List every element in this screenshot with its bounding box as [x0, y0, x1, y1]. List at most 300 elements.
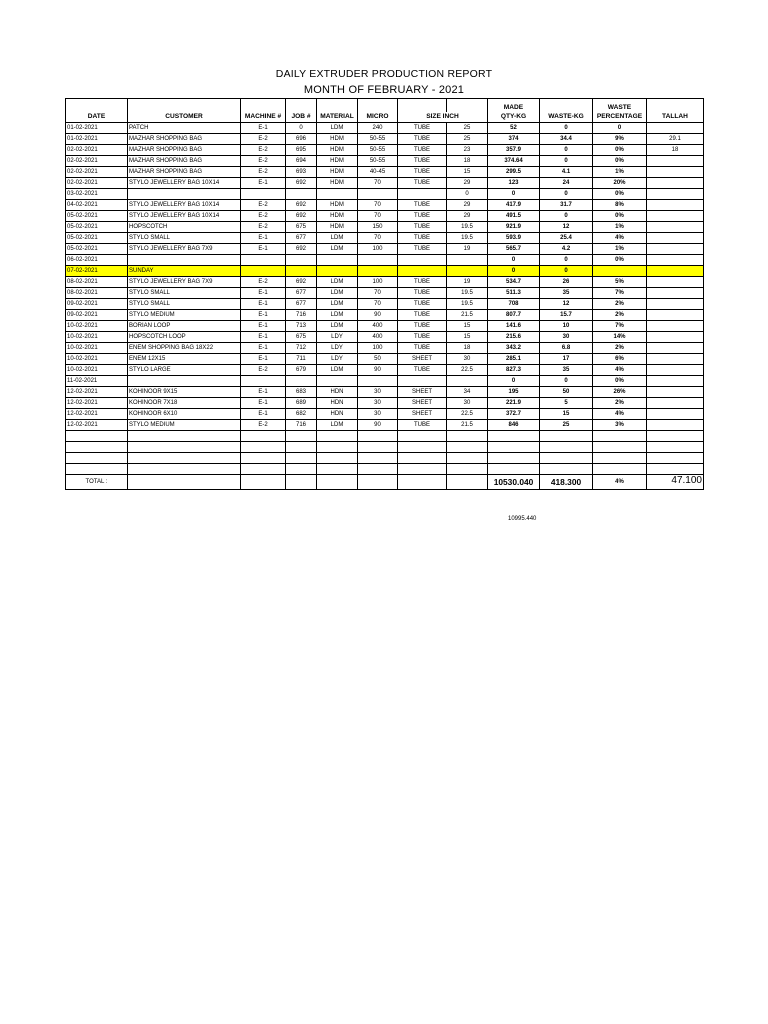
empty-cell	[593, 431, 647, 442]
cell-micro: 30	[358, 387, 398, 398]
cell-size: 30	[447, 354, 488, 365]
empty-cell	[447, 464, 488, 475]
cell-type: TUBE	[398, 332, 447, 343]
cell-job: 692	[286, 211, 317, 222]
cell-waste: 12	[540, 299, 593, 310]
cell-micro: 70	[358, 211, 398, 222]
cell-type: SHEET	[398, 409, 447, 420]
cell-customer: STYLO JEWELLERY BAG 7X9	[128, 277, 241, 288]
cell-percentage: 0%	[593, 211, 647, 222]
cell-tallah	[647, 266, 704, 277]
cell-size: 0	[447, 189, 488, 200]
cell-customer	[128, 376, 241, 387]
header-cell	[66, 99, 128, 113]
cell-tallah	[647, 244, 704, 255]
cell-qty: 491.5	[488, 211, 540, 222]
cell-type: TUBE	[398, 211, 447, 222]
cell-waste: 0	[540, 376, 593, 387]
table-row	[66, 365, 704, 376]
cell-job: 695	[286, 145, 317, 156]
cell-qty: 141.6	[488, 321, 540, 332]
cell-size: 25	[447, 134, 488, 145]
cell-percentage: 20%	[593, 178, 647, 189]
cell-waste: 0	[540, 255, 593, 266]
cell-material: HDM	[317, 211, 358, 222]
cell-qty: 417.9	[488, 200, 540, 211]
cell-tallah	[647, 398, 704, 409]
cell-material	[317, 376, 358, 387]
empty-cell	[66, 453, 128, 464]
empty-cell	[317, 453, 358, 464]
cell-material: HDM	[317, 145, 358, 156]
empty-cell	[540, 464, 593, 475]
cell-size: 29	[447, 178, 488, 189]
header-cell	[540, 99, 593, 113]
empty-cell	[488, 464, 540, 475]
cell-machine: E-2	[241, 156, 286, 167]
header-size: SIZE INCH	[398, 112, 488, 123]
cell-tallah: 18	[647, 145, 704, 156]
cell-customer: STYLO JEWELLERY BAG 10X14	[128, 200, 241, 211]
empty-cell	[286, 475, 317, 490]
cell-type: TUBE	[398, 167, 447, 178]
cell-size: 18	[447, 343, 488, 354]
cell-type: TUBE	[398, 343, 447, 354]
cell-customer: MAZHAR SHOPPING BAG	[128, 145, 241, 156]
cell-job	[286, 376, 317, 387]
cell-date: 02-02-2021	[66, 178, 128, 189]
empty-cell	[286, 453, 317, 464]
cell-percentage: 5%	[593, 277, 647, 288]
cell-micro: 30	[358, 409, 398, 420]
empty-cell	[358, 442, 398, 453]
cell-date: 01-02-2021	[66, 123, 128, 134]
empty-cell	[540, 431, 593, 442]
cell-type	[398, 376, 447, 387]
cell-qty: 0	[488, 266, 540, 277]
table-row	[66, 211, 704, 222]
cell-tallah	[647, 277, 704, 288]
cell-tallah	[647, 299, 704, 310]
cell-size: 19	[447, 244, 488, 255]
cell-machine: E-1	[241, 343, 286, 354]
table-row	[66, 310, 704, 321]
cell-waste: 30	[540, 332, 593, 343]
cell-waste: 0	[540, 211, 593, 222]
cell-type: TUBE	[398, 277, 447, 288]
cell-percentage: 1%	[593, 167, 647, 178]
cell-type: TUBE	[398, 420, 447, 431]
cell-type: TUBE	[398, 156, 447, 167]
cell-date: 10-02-2021	[66, 354, 128, 365]
header-cell	[241, 99, 286, 113]
cell-material: LDM	[317, 233, 358, 244]
table-row	[66, 343, 704, 354]
cell-micro: 100	[358, 277, 398, 288]
cell-qty: 343.2	[488, 343, 540, 354]
cell-machine: E-2	[241, 365, 286, 376]
cell-qty: 52	[488, 123, 540, 134]
cell-percentage: 0%	[593, 145, 647, 156]
report-subtitle: MONTH OF FEBRUARY - 2021	[303, 84, 465, 96]
cell-machine: E-1	[241, 178, 286, 189]
cell-date: 04-02-2021	[66, 200, 128, 211]
cell-total-label: TOTAL :	[66, 475, 128, 490]
cell-type: TUBE	[398, 310, 447, 321]
total-percentage: 4%	[593, 475, 647, 490]
cell-type: TUBE	[398, 123, 447, 134]
empty-cell	[241, 431, 286, 442]
empty-cell	[647, 431, 704, 442]
cell-type: TUBE	[398, 178, 447, 189]
header-material: MATERIAL	[317, 112, 358, 123]
cell-tallah	[647, 211, 704, 222]
cell-percentage: 2%	[593, 299, 647, 310]
cell-size: 29	[447, 211, 488, 222]
header-date: DATE	[66, 112, 128, 123]
table-row	[66, 134, 704, 145]
cell-machine: E-1	[241, 409, 286, 420]
header-cell	[286, 99, 317, 113]
cell-waste: 6.8	[540, 343, 593, 354]
header-machine: MACHINE #	[241, 112, 286, 123]
empty-cell	[398, 464, 447, 475]
cell-qty: 708	[488, 299, 540, 310]
cell-date: 10-02-2021	[66, 365, 128, 376]
cell-percentage: 4%	[593, 233, 647, 244]
cell-qty: 827.3	[488, 365, 540, 376]
empty-cell	[317, 464, 358, 475]
cell-micro: 50-55	[358, 145, 398, 156]
empty-cell	[540, 453, 593, 464]
cell-size: 19.5	[447, 299, 488, 310]
cell-tallah	[647, 420, 704, 431]
cell-job: 675	[286, 222, 317, 233]
cell-waste: 0	[540, 266, 593, 277]
cell-qty: 374	[488, 134, 540, 145]
table-row	[66, 167, 704, 178]
cell-qty: 372.7	[488, 409, 540, 420]
cell-machine: E-1	[241, 288, 286, 299]
cell-machine: E-1	[241, 321, 286, 332]
cell-type: TUBE	[398, 134, 447, 145]
cell-qty: 0	[488, 376, 540, 387]
cell-qty: 593.9	[488, 233, 540, 244]
cell-qty: 0	[488, 189, 540, 200]
empty-cell	[447, 453, 488, 464]
cell-waste: 10	[540, 321, 593, 332]
cell-machine: E-2	[241, 222, 286, 233]
cell-material: HDM	[317, 178, 358, 189]
header-job: JOB #	[286, 112, 317, 123]
cell-machine: E-1	[241, 354, 286, 365]
cell-qty: 921.9	[488, 222, 540, 233]
cell-job: 692	[286, 277, 317, 288]
cell-percentage: 7%	[593, 321, 647, 332]
table-row	[66, 200, 704, 211]
cell-material	[317, 266, 358, 277]
table-row	[66, 387, 704, 398]
header-cell	[447, 99, 488, 113]
empty-cell	[398, 453, 447, 464]
cell-percentage: 14%	[593, 332, 647, 343]
empty-row	[66, 431, 704, 442]
cell-customer: KOHINOOR 7X18	[128, 398, 241, 409]
cell-tallah	[647, 222, 704, 233]
table-row	[66, 178, 704, 189]
cell-micro: 70	[358, 200, 398, 211]
cell-date: 03-02-2021	[66, 189, 128, 200]
cell-percentage: 7%	[593, 288, 647, 299]
production-table	[65, 98, 704, 490]
cell-size: 30	[447, 398, 488, 409]
cell-machine: E-1	[241, 299, 286, 310]
cell-customer: STYLO LARGE	[128, 365, 241, 376]
cell-micro	[358, 255, 398, 266]
cell-job: 712	[286, 343, 317, 354]
cell-waste: 35	[540, 288, 593, 299]
cell-material: LDM	[317, 123, 358, 134]
cell-machine: E-2	[241, 200, 286, 211]
cell-waste: 25.4	[540, 233, 593, 244]
empty-cell	[286, 464, 317, 475]
cell-tallah	[647, 387, 704, 398]
empty-cell	[358, 453, 398, 464]
cell-job: 679	[286, 365, 317, 376]
cell-date: 08-02-2021	[66, 288, 128, 299]
cell-date: 09-02-2021	[66, 299, 128, 310]
cell-material: HDM	[317, 200, 358, 211]
cell-percentage: 2%	[593, 398, 647, 409]
cell-customer	[128, 189, 241, 200]
cell-tallah	[647, 409, 704, 420]
cell-machine: E-1	[241, 123, 286, 134]
empty-cell	[593, 464, 647, 475]
empty-cell	[358, 431, 398, 442]
cell-date: 06-02-2021	[66, 255, 128, 266]
cell-type	[398, 189, 447, 200]
table-row	[66, 288, 704, 299]
cell-machine: E-2	[241, 420, 286, 431]
cell-customer: MAZHAR SHOPPING BAG	[128, 134, 241, 145]
header-cell	[358, 99, 398, 113]
cell-qty: 215.6	[488, 332, 540, 343]
cell-material	[317, 255, 358, 266]
cell-material: LDM	[317, 288, 358, 299]
cell-micro: 90	[358, 420, 398, 431]
cell-machine: E-2	[241, 211, 286, 222]
cell-tallah	[647, 255, 704, 266]
cell-material: LDY	[317, 332, 358, 343]
empty-cell	[241, 464, 286, 475]
cell-date: 09-02-2021	[66, 310, 128, 321]
cell-percentage: 3%	[593, 420, 647, 431]
empty-cell	[128, 431, 241, 442]
cell-micro: 400	[358, 321, 398, 332]
table-row	[66, 321, 704, 332]
cell-customer	[128, 255, 241, 266]
cell-waste: 0	[540, 189, 593, 200]
cell-customer: ENEM 12X15	[128, 354, 241, 365]
cell-size: 19.5	[447, 233, 488, 244]
empty-cell	[317, 442, 358, 453]
cell-job: 692	[286, 244, 317, 255]
table-row	[66, 145, 704, 156]
header-row-top	[66, 99, 704, 113]
cell-micro: 40-45	[358, 167, 398, 178]
header-waste: WASTE	[593, 99, 647, 113]
cell-customer: KOHINOOR 6X10	[128, 409, 241, 420]
cell-date: 11-02-2021	[66, 376, 128, 387]
table-row	[66, 233, 704, 244]
header-made: MADE	[488, 99, 540, 113]
header-percentage: PERCENTAGE	[593, 112, 647, 123]
cell-micro: 30	[358, 398, 398, 409]
cell-qty: 807.7	[488, 310, 540, 321]
cell-customer: STYLO JEWELLERY BAG 7X9	[128, 244, 241, 255]
cell-micro: 50	[358, 354, 398, 365]
table-row	[66, 376, 704, 387]
cell-waste: 0	[540, 156, 593, 167]
header-micro: MICRO	[358, 112, 398, 123]
cell-job: 677	[286, 288, 317, 299]
header-qty: QTY-KG	[488, 112, 540, 123]
cell-percentage: 6%	[593, 354, 647, 365]
cell-micro: 70	[358, 288, 398, 299]
empty-cell	[317, 431, 358, 442]
cell-date: 10-02-2021	[66, 332, 128, 343]
cell-micro	[358, 189, 398, 200]
empty-cell	[66, 464, 128, 475]
table-row	[66, 156, 704, 167]
empty-cell	[128, 442, 241, 453]
cell-date: 05-02-2021	[66, 211, 128, 222]
cell-type: TUBE	[398, 222, 447, 233]
cell-micro: 90	[358, 365, 398, 376]
cell-machine: E-2	[241, 134, 286, 145]
cell-size	[447, 255, 488, 266]
cell-machine: E-2	[241, 145, 286, 156]
cell-waste: 25	[540, 420, 593, 431]
cell-type	[398, 255, 447, 266]
cell-job: 713	[286, 321, 317, 332]
cell-date: 12-02-2021	[66, 398, 128, 409]
table-row	[66, 420, 704, 431]
cell-type: TUBE	[398, 365, 447, 376]
cell-customer: ENEM SHOPPING BAG 18X22	[128, 343, 241, 354]
cell-waste: 24	[540, 178, 593, 189]
cell-machine: E-1	[241, 310, 286, 321]
table-row	[66, 354, 704, 365]
cell-type: SHEET	[398, 387, 447, 398]
cell-percentage: 4%	[593, 409, 647, 420]
empty-cell	[398, 431, 447, 442]
empty-cell	[241, 475, 286, 490]
empty-cell	[398, 475, 447, 490]
cell-size: 18	[447, 156, 488, 167]
cell-percentage: 1%	[593, 222, 647, 233]
cell-date: 12-02-2021	[66, 420, 128, 431]
header-cell	[647, 99, 704, 113]
cell-job	[286, 255, 317, 266]
cell-waste: 15	[540, 409, 593, 420]
cell-date: 02-02-2021	[66, 145, 128, 156]
cell-waste: 17	[540, 354, 593, 365]
cell-date: 05-02-2021	[66, 222, 128, 233]
empty-cell	[488, 442, 540, 453]
cell-micro: 50-55	[358, 134, 398, 145]
empty-cell	[647, 453, 704, 464]
table-row	[66, 189, 704, 200]
cell-qty: 846	[488, 420, 540, 431]
cell-material: HDM	[317, 156, 358, 167]
cell-qty: 221.9	[488, 398, 540, 409]
empty-cell	[286, 431, 317, 442]
cell-customer: STYLO SMALL	[128, 299, 241, 310]
empty-cell	[540, 442, 593, 453]
cell-waste: 4.1	[540, 167, 593, 178]
cell-tallah	[647, 167, 704, 178]
cell-customer: STYLO MEDIUM	[128, 310, 241, 321]
cell-machine: E-1	[241, 332, 286, 343]
cell-type: TUBE	[398, 299, 447, 310]
cell-percentage: 9%	[593, 134, 647, 145]
cell-waste: 0	[540, 123, 593, 134]
cell-date: 05-02-2021	[66, 244, 128, 255]
table-body	[66, 99, 704, 490]
header-cell	[317, 99, 358, 113]
cell-tallah	[647, 123, 704, 134]
empty-cell	[241, 442, 286, 453]
cell-machine: E-1	[241, 398, 286, 409]
header-cell	[398, 99, 447, 113]
empty-cell	[66, 431, 128, 442]
cell-type	[398, 266, 447, 277]
table-row	[66, 332, 704, 343]
cell-customer: MAZHAR SHOPPING BAG	[128, 167, 241, 178]
cell-size: 15	[447, 321, 488, 332]
empty-row	[66, 442, 704, 453]
cell-tallah	[647, 233, 704, 244]
cell-job: 692	[286, 200, 317, 211]
cell-micro: 150	[358, 222, 398, 233]
cell-material: LDM	[317, 310, 358, 321]
cell-job	[286, 266, 317, 277]
cell-size: 19.5	[447, 222, 488, 233]
cell-material: LDM	[317, 299, 358, 310]
cell-date: 02-02-2021	[66, 167, 128, 178]
cell-size: 22.5	[447, 365, 488, 376]
cell-size: 22.5	[447, 409, 488, 420]
cell-job: 0	[286, 123, 317, 134]
cell-material: LDM	[317, 365, 358, 376]
cell-tallah	[647, 200, 704, 211]
empty-cell	[286, 442, 317, 453]
cell-machine	[241, 189, 286, 200]
cell-tallah	[647, 365, 704, 376]
report-title: DAILY EXTRUDER PRODUCTION REPORT	[275, 68, 493, 80]
cell-material: LDM	[317, 321, 358, 332]
cell-job: 716	[286, 420, 317, 431]
cell-tallah	[647, 178, 704, 189]
cell-tallah	[647, 156, 704, 167]
empty-cell	[358, 464, 398, 475]
cell-job: 682	[286, 409, 317, 420]
cell-tallah	[647, 343, 704, 354]
cell-type: TUBE	[398, 233, 447, 244]
empty-cell	[128, 453, 241, 464]
cell-percentage: 0%	[593, 189, 647, 200]
